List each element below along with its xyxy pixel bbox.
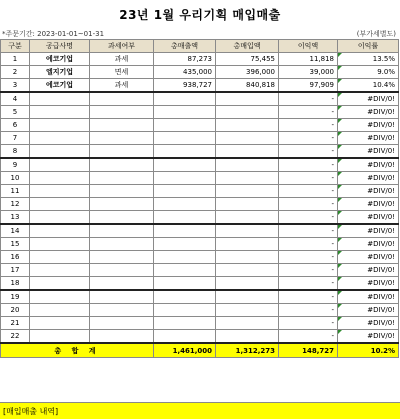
profit-cell[interactable]: - <box>279 106 338 119</box>
sales-cell[interactable] <box>154 224 216 238</box>
col-header-no[interactable]: 구분 <box>1 40 30 53</box>
tax-type-cell[interactable] <box>90 290 154 304</box>
row-number-cell[interactable]: 5 <box>1 106 30 119</box>
tax-type-cell[interactable] <box>90 251 154 264</box>
tax-type-cell[interactable] <box>90 145 154 159</box>
row-number-cell[interactable]: 8 <box>1 145 30 159</box>
sales-cell[interactable] <box>154 238 216 251</box>
table-row <box>1 66 399 79</box>
supplier-cell[interactable] <box>30 304 90 317</box>
row-number-cell[interactable]: 2 <box>1 66 30 79</box>
supplier-cell[interactable] <box>30 224 90 238</box>
sales-cell[interactable] <box>154 106 216 119</box>
sales-cell[interactable] <box>154 119 216 132</box>
row-number-cell[interactable]: 10 <box>1 172 30 185</box>
purchase-cell[interactable] <box>216 290 279 304</box>
sales-cell[interactable]: 435,000 <box>154 66 216 79</box>
row-number-cell[interactable]: 3 <box>1 79 30 93</box>
rate-cell[interactable]: #DIV/0! <box>338 211 399 225</box>
table-row <box>1 53 399 66</box>
col-header-profit[interactable]: 이익액 <box>279 40 338 53</box>
rate-cell[interactable]: #DIV/0! <box>338 132 399 145</box>
table-row <box>1 290 399 304</box>
row-number-cell[interactable]: 4 <box>1 92 30 106</box>
profit-cell[interactable]: - <box>279 145 338 159</box>
supplier-cell[interactable] <box>30 106 90 119</box>
table-row <box>1 330 399 344</box>
rate-cell[interactable]: #DIV/0! <box>338 330 399 344</box>
row-number-cell[interactable]: 15 <box>1 238 30 251</box>
rate-cell[interactable]: #DIV/0! <box>338 277 399 291</box>
purchase-cell[interactable] <box>216 185 279 198</box>
profit-cell[interactable]: - <box>279 290 338 304</box>
profit-cell[interactable]: - <box>279 317 338 330</box>
table-row <box>1 79 399 93</box>
row-number-cell[interactable]: 1 <box>1 53 30 66</box>
purchase-cell[interactable] <box>216 317 279 330</box>
tax-type-cell[interactable] <box>90 330 154 344</box>
purchase-cell[interactable] <box>216 330 279 344</box>
rate-cell[interactable]: #DIV/0! <box>338 198 399 211</box>
sales-cell[interactable] <box>154 290 216 304</box>
table-row <box>1 317 399 330</box>
tax-type-cell[interactable] <box>90 119 154 132</box>
sheet-title: 23년 1월 우리기획 매입매출 <box>119 8 281 22</box>
sales-cell[interactable] <box>154 132 216 145</box>
row-number-cell[interactable]: 11 <box>1 185 30 198</box>
profit-cell[interactable]: - <box>279 119 338 132</box>
sales-table <box>0 39 399 358</box>
table-row <box>1 132 399 145</box>
vat-note: (부가세별도) <box>356 30 396 38</box>
header-row <box>1 40 399 53</box>
table-row <box>1 211 399 225</box>
table-row <box>1 172 399 185</box>
row-number-cell[interactable]: 6 <box>1 119 30 132</box>
purchase-cell[interactable] <box>216 172 279 185</box>
sales-cell[interactable] <box>154 317 216 330</box>
sales-cell[interactable] <box>154 92 216 106</box>
rate-cell[interactable]: #DIV/0! <box>338 264 399 277</box>
tax-type-cell[interactable] <box>90 317 154 330</box>
row-number-cell[interactable]: 9 <box>1 158 30 172</box>
sales-cell[interactable]: 938,727 <box>154 79 216 93</box>
supplier-cell[interactable]: 에코기업 <box>30 79 90 93</box>
profit-cell[interactable]: - <box>279 330 338 344</box>
supplier-cell[interactable] <box>30 251 90 264</box>
purchase-cell[interactable] <box>216 106 279 119</box>
total-label[interactable]: 총 합 계 <box>1 343 154 358</box>
purchase-cell[interactable] <box>216 251 279 264</box>
tax-type-cell[interactable] <box>90 172 154 185</box>
sales-cell[interactable] <box>154 264 216 277</box>
supplier-cell[interactable] <box>30 290 90 304</box>
col-header-rate[interactable]: 이익률 <box>338 40 399 53</box>
sales-cell[interactable] <box>154 172 216 185</box>
table-row <box>1 145 399 159</box>
supplier-cell[interactable] <box>30 145 90 159</box>
supplier-cell[interactable] <box>30 92 90 106</box>
sales-cell[interactable]: 87,273 <box>154 53 216 66</box>
purchase-cell[interactable] <box>216 119 279 132</box>
row-number-cell[interactable]: 20 <box>1 304 30 317</box>
tax-type-cell[interactable] <box>90 92 154 106</box>
profit-cell[interactable]: 11,818 <box>279 53 338 66</box>
sales-cell[interactable] <box>154 145 216 159</box>
purchase-cell[interactable]: 396,000 <box>216 66 279 79</box>
table-row <box>1 238 399 251</box>
sales-cell[interactable] <box>154 198 216 211</box>
supplier-cell[interactable] <box>30 132 90 145</box>
supplier-cell[interactable]: 에코기업 <box>30 53 90 66</box>
row-number-cell[interactable]: 18 <box>1 277 30 291</box>
supplier-cell[interactable] <box>30 158 90 172</box>
rate-cell[interactable]: #DIV/0! <box>338 119 399 132</box>
purchase-cell[interactable] <box>216 304 279 317</box>
row-number-cell[interactable]: 16 <box>1 251 30 264</box>
row-number-cell[interactable]: 13 <box>1 211 30 225</box>
table-row <box>1 119 399 132</box>
supplier-cell[interactable] <box>30 119 90 132</box>
sales-cell[interactable] <box>154 251 216 264</box>
rate-cell[interactable]: 13.5% <box>338 53 399 66</box>
row-number-cell[interactable]: 12 <box>1 198 30 211</box>
profit-cell[interactable]: - <box>279 158 338 172</box>
rate-cell[interactable]: #DIV/0! <box>338 106 399 119</box>
row-number-cell[interactable]: 7 <box>1 132 30 145</box>
col-header-supplier[interactable]: 공급사명 <box>30 40 90 53</box>
profit-cell[interactable]: - <box>279 185 338 198</box>
row-number-cell[interactable]: 21 <box>1 317 30 330</box>
tax-type-cell[interactable] <box>90 264 154 277</box>
supplier-cell[interactable] <box>30 264 90 277</box>
order-period: *주문기간: 2023-01-01~01-31 <box>2 30 105 38</box>
rate-cell[interactable]: #DIV/0! <box>338 251 399 264</box>
purchase-cell[interactable] <box>216 132 279 145</box>
rate-cell[interactable]: #DIV/0! <box>338 304 399 317</box>
profit-cell[interactable]: - <box>279 277 338 291</box>
table-row <box>1 224 399 238</box>
rate-cell[interactable]: 10.4% <box>338 79 399 93</box>
purchase-cell[interactable] <box>216 92 279 106</box>
rate-cell[interactable]: #DIV/0! <box>338 92 399 106</box>
tax-type-cell[interactable] <box>90 304 154 317</box>
profit-cell[interactable]: - <box>279 238 338 251</box>
table-row <box>1 264 399 277</box>
table-row <box>1 277 399 291</box>
tax-type-cell[interactable] <box>90 158 154 172</box>
profit-cell[interactable]: - <box>279 304 338 317</box>
purchase-cell[interactable] <box>216 264 279 277</box>
profit-cell[interactable]: - <box>279 172 338 185</box>
rate-cell[interactable]: #DIV/0! <box>338 238 399 251</box>
profit-cell[interactable]: - <box>279 198 338 211</box>
supplier-cell[interactable] <box>30 238 90 251</box>
table-row <box>1 198 399 211</box>
supplier-cell[interactable] <box>30 185 90 198</box>
col-header-tax[interactable]: 과세여부 <box>90 40 154 53</box>
supplier-cell[interactable] <box>30 211 90 225</box>
rate-cell[interactable]: 9.0% <box>338 66 399 79</box>
sales-cell[interactable] <box>154 158 216 172</box>
sales-cell[interactable] <box>154 185 216 198</box>
col-header-sales[interactable]: 총매출액 <box>154 40 216 53</box>
total-purchase-cell[interactable]: 1,312,273 <box>216 343 279 358</box>
purchase-cell[interactable] <box>216 277 279 291</box>
table-row <box>1 106 399 119</box>
tax-type-cell[interactable]: 과세 <box>90 79 154 93</box>
sales-cell[interactable] <box>154 330 216 344</box>
row-number-cell[interactable]: 22 <box>1 330 30 344</box>
tax-type-cell[interactable] <box>90 211 154 225</box>
total-rate-cell[interactable]: 10.2% <box>338 343 399 358</box>
purchase-cell[interactable]: 75,455 <box>216 53 279 66</box>
table-row <box>1 158 399 172</box>
total-sales-cell[interactable]: 1,461,000 <box>154 343 216 358</box>
table-row <box>1 304 399 317</box>
footer-label[interactable]: [매입매출 내역] <box>0 402 400 419</box>
profit-cell[interactable]: 97,909 <box>279 79 338 93</box>
purchase-cell[interactable] <box>216 238 279 251</box>
rate-cell[interactable]: #DIV/0! <box>338 185 399 198</box>
tax-type-cell[interactable]: 과세 <box>90 53 154 66</box>
row-number-cell[interactable]: 14 <box>1 224 30 238</box>
tax-type-cell[interactable]: 면세 <box>90 66 154 79</box>
profit-cell[interactable]: - <box>279 211 338 225</box>
profit-cell[interactable]: - <box>279 132 338 145</box>
total-row <box>1 343 399 358</box>
profit-cell[interactable]: - <box>279 92 338 106</box>
row-number-cell[interactable]: 17 <box>1 264 30 277</box>
tax-type-cell[interactable] <box>90 132 154 145</box>
sales-cell[interactable] <box>154 277 216 291</box>
purchase-cell[interactable] <box>216 198 279 211</box>
profit-cell[interactable]: - <box>279 251 338 264</box>
supplier-cell[interactable] <box>30 277 90 291</box>
purchase-cell[interactable] <box>216 158 279 172</box>
col-header-purchase[interactable]: 총매입액 <box>216 40 279 53</box>
total-profit-cell[interactable]: 148,727 <box>279 343 338 358</box>
row-number-cell[interactable]: 19 <box>1 290 30 304</box>
table-row <box>1 251 399 264</box>
purchase-cell[interactable] <box>216 211 279 225</box>
supplier-cell[interactable] <box>30 172 90 185</box>
sales-cell[interactable] <box>154 211 216 225</box>
tax-type-cell[interactable] <box>90 106 154 119</box>
supplier-cell[interactable] <box>30 330 90 344</box>
rate-cell[interactable]: #DIV/0! <box>338 158 399 172</box>
tax-type-cell[interactable] <box>90 185 154 198</box>
table-row <box>1 185 399 198</box>
tax-type-cell[interactable] <box>90 198 154 211</box>
profit-cell[interactable]: 39,000 <box>279 66 338 79</box>
tax-type-cell[interactable] <box>90 277 154 291</box>
rate-cell[interactable]: #DIV/0! <box>338 317 399 330</box>
profit-cell[interactable]: - <box>279 264 338 277</box>
supplier-cell[interactable]: 엘지기업 <box>30 66 90 79</box>
profit-cell[interactable]: - <box>279 224 338 238</box>
tax-type-cell[interactable] <box>90 238 154 251</box>
purchase-cell[interactable] <box>216 145 279 159</box>
supplier-cell[interactable] <box>30 198 90 211</box>
rate-cell[interactable]: #DIV/0! <box>338 290 399 304</box>
supplier-cell[interactable] <box>30 317 90 330</box>
table-row <box>1 92 399 106</box>
rate-cell[interactable]: #DIV/0! <box>338 224 399 238</box>
purchase-cell[interactable]: 840,818 <box>216 79 279 93</box>
sales-cell[interactable] <box>154 304 216 317</box>
tax-type-cell[interactable] <box>90 224 154 238</box>
purchase-cell[interactable] <box>216 224 279 238</box>
rate-cell[interactable]: #DIV/0! <box>338 145 399 159</box>
rate-cell[interactable]: #DIV/0! <box>338 172 399 185</box>
